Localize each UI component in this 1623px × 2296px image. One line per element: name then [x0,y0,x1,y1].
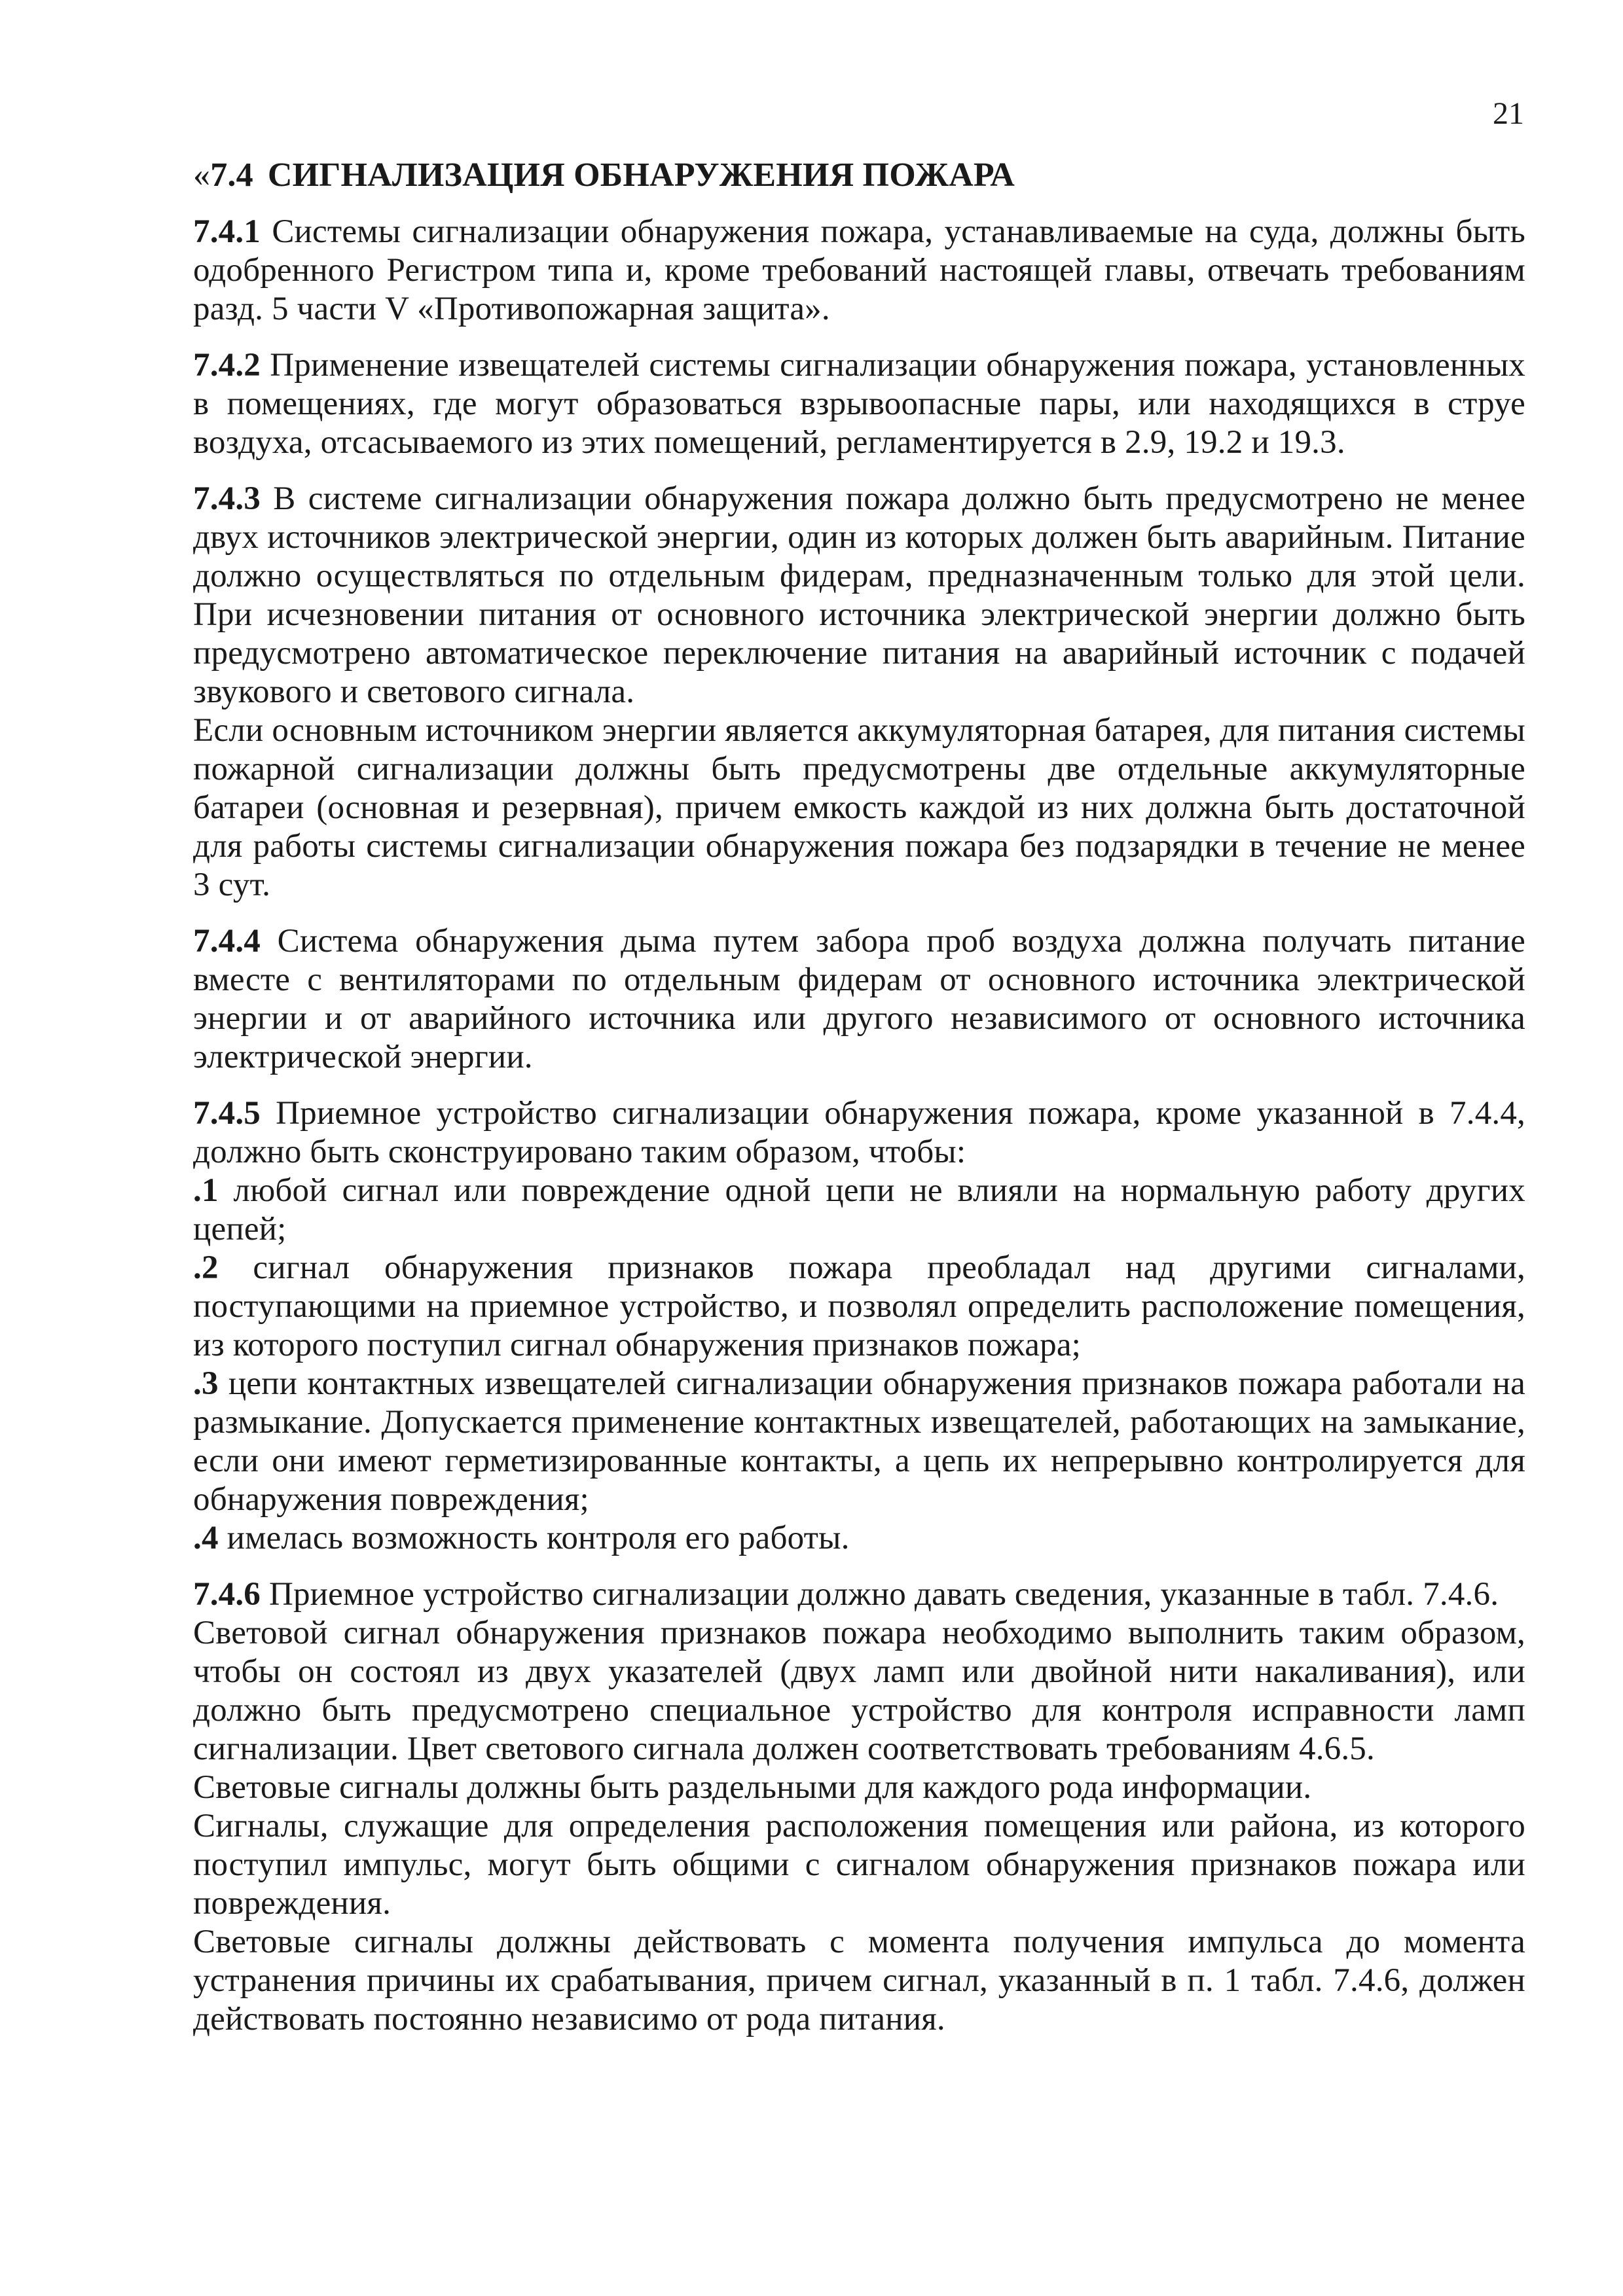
clause-paragraph [193,1094,1525,1172]
clause-number: 7.4.6 [193,1576,261,1613]
item-text: сигнал обнаружения признаков пожара преобладал над другими сигналами, поступающими на приемное устройство, и позволял определить расположение помещения, из которого поступил сигнал обнаружения признаков пожара; [193,1249,1526,1363]
section-heading [193,156,1525,194]
item-number: .4 [193,1520,219,1556]
clause-number: 7.4.3 [193,480,261,517]
clause-text: Применение извещателей системы сигнализации обнаружения пожара, установленных в помещениях, где могут образоваться взрывоопасные пары, или находящихся в струе воздуха, отсасываемого из этих помещений, регламентируется в 2.9, 19.2 и 19.3. [193,347,1525,461]
clause-7-4-6 [193,1575,1525,2039]
clause-7-4-4 [193,922,1525,1077]
clause-text: Система обнаружения дыма путем забора проб воздуха должна получать питание вместе с вентиляторами по отдельным фидерам от основного источника электрической энергии и от аварийного источника или другого независимого от основного источника электрической энергии. [193,923,1525,1075]
heading-open-quote: « [193,156,211,194]
list-item [193,1365,1525,1519]
item-text: имелась возможность контроля его работы. [227,1520,850,1556]
heading-number: 7.4 [210,156,253,194]
clause-7-4-1 [193,213,1525,329]
clause-paragraph [193,1575,1525,1614]
item-text: цепи контактных извещателей сигнализации обнаружения признаков пожара работали на размыкание. Допускается применение контактных извещателей, работающих на замыкание, если они имеют герметизированные контакты, а цепь их непрерывно контролируется для обнаружения повреждения; [193,1365,1526,1518]
clause-number: 7.4.1 [193,213,261,250]
item-number: .2 [193,1249,219,1286]
clause-paragraph [193,922,1525,1077]
clause-extra-paragraph: Световые сигналы должны быть раздельными для каждого рода информации. [193,1769,1312,1806]
clause-7-4-3 [193,480,1525,905]
list-item [193,1249,1525,1365]
clause-extra-paragraph: Световые сигналы должны действовать с момента получения импульса до момента устранения причины их срабатывания, причем сигнал, указанный в п. 1 табл. 7.4.6, должен действовать постоянно независимо от рода питания. [193,1924,1525,2037]
clause-7-4-5 [193,1094,1525,1558]
item-number: .3 [193,1365,219,1402]
page-number: 21 [1493,96,1524,131]
clause-number: 7.4.5 [193,1095,261,1132]
clause-paragraph [193,346,1525,462]
item-number: .1 [193,1172,219,1209]
clause-extra-paragraph: Световой сигнал обнаружения признаков пожара необходимо выполнить таким образом, чтобы он состоял из двух указателей (двух ламп или двойной нити накаливания), или должно быть предусмотрено специальное устройство для контроля исправности ламп сигнализации. Цвет светового сигнала должен соответствовать требованиям 4.6.5. [193,1615,1525,1767]
list-item [193,1172,1525,1249]
clause-7-4-2 [193,346,1525,462]
clause-number: 7.4.4 [193,923,261,960]
clause-extra-paragraph: Если основным источником энергии является аккумуляторная батарея, для питания системы пожарной сигнализации должны быть предусмотрены две отдельные аккумуляторные батареи (основная и резервная), причем емкость каждой из них должна быть достаточной для работы системы сигнализации обнаружения пожара без подзарядки в течение не менее 3 сут. [193,712,1525,903]
document-body [193,156,1525,2056]
clause-paragraph [193,213,1525,329]
clause-extra-paragraph: Сигналы, служащие для определения расположения помещения или района, из которого поступил импульс, могут быть общими с сигналом обнаружения признаков пожара или повреждения. [193,1808,1525,1922]
heading-title: СИГНАЛИЗАЦИЯ ОБНАРУЖЕНИЯ ПОЖАРА [267,156,1015,194]
clause-paragraph [193,480,1525,711]
clause-text: Приемное устройство сигнализации должно давать сведения, указанные в табл. 7.4.6. [268,1576,1499,1613]
clause-number: 7.4.2 [193,347,261,384]
clause-text: Системы сигнализации обнаружения пожара, устанавливаемые на суда, должны быть одобренного Регистром типа и, кроме требований настоящей главы, отвечать требованиям разд. 5 части V «Противопожарная защита». [193,213,1526,327]
clause-text: Приемное устройство сигнализации обнаружения пожара, кроме указанной в 7.4.4, должно быть сконструировано таким образом, чтобы: [193,1095,1525,1170]
list-item [193,1519,1525,1558]
clause-text: В системе сигнализации обнаружения пожара должно быть предусмотрено не менее двух источников электрической энергии, один из которых должен быть аварийным. Питание должно осуществляться по отдельным фидерам, предназначенным только для этой цели. При исчезновении питания от основного источника электрической энергии должно быть предусмотрено автоматическое переключение питания на аварийный источник с подачей звукового и светового сигнала. [193,480,1525,710]
item-text: любой сигнал или повреждение одной цепи не влияли на нормальную работу других цепей; [193,1172,1525,1247]
